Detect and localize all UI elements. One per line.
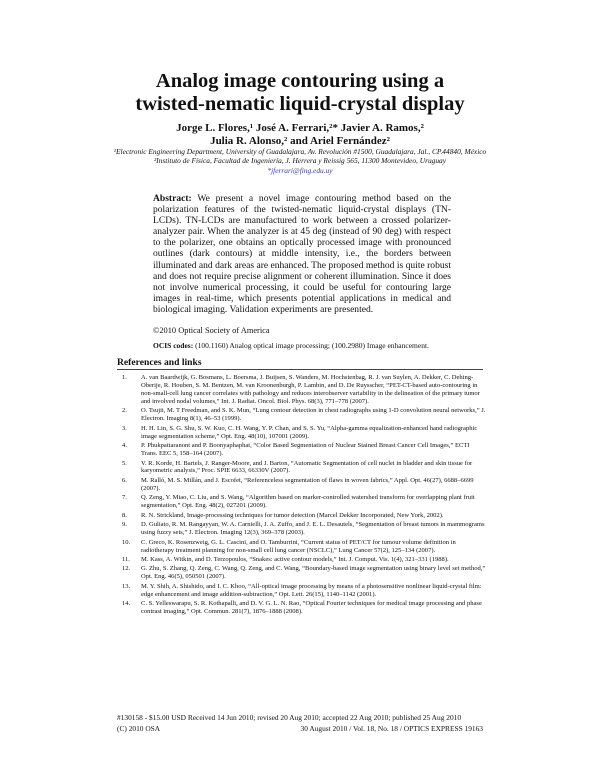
reference-list xyxy=(117,374,487,618)
authors-line-1: Jorge L. Flores,¹ José A. Ferrari,²* Javier A. Ramos,² xyxy=(176,122,424,134)
reference-text: V. R. Korde, H. Bartels, J. Ranger-Moore, and J. Barton, “Automatic Segmentation of cell nuclei in bladder and skin tissue for karyometric analysis,” Proc. SPIE 6633, 66330V (2007). xyxy=(141,459,473,475)
title-line-1: Analog image contouring using a xyxy=(155,70,445,92)
reference-text: R. N. Strickland, Image-processing techniques for tumor detection (Marcel Dekker Incorporated, New York, 2002). xyxy=(141,511,444,519)
reference-item xyxy=(117,494,487,510)
reference-number: 5. xyxy=(122,459,127,467)
ocis-text: (100.1160) Analog optical image processing; (100.2980) Image enhancement. xyxy=(195,341,429,350)
footer-citation: 30 August 2010 / Vol. 18, No. 18 / OPTICS EXPRESS 19163 xyxy=(300,724,483,733)
ocis-label: OCIS codes: xyxy=(153,341,194,350)
reference-item xyxy=(117,477,487,493)
reference-text: C. Greco, K. Rosenzweig, G. L. Cascini, and O. Tamburrini, “Current status of PET/CT for tumour volume definition in radiotherapy treatment planning for non-small cell lung cancer (NSCLC),” Lung Cancer 57(2), 125–134 (2007). xyxy=(141,538,456,554)
footer-copyright: (C) 2010 OSA xyxy=(117,724,161,733)
references-heading: References and links xyxy=(117,357,202,368)
reference-item xyxy=(117,539,487,555)
ocis-codes xyxy=(153,341,473,350)
reference-number: 13. xyxy=(122,582,131,590)
references-divider xyxy=(117,369,483,370)
author-list xyxy=(0,122,600,148)
reference-text: H. H. Lin, S. G. Shu, S. W. Kuo, C. H. Wang, Y. P. Chan, and S. S. Yu, “Alpha-gamma equalization-enhanced hand radiographic image segmentation scheme,” Opt. Eng. 48(10), 107001 (2009). xyxy=(141,424,478,440)
reference-number: 2. xyxy=(122,407,127,415)
abstract xyxy=(153,193,451,315)
reference-number: 6. xyxy=(122,476,127,484)
reference-number: 4. xyxy=(122,442,127,450)
reference-number: 3. xyxy=(122,424,127,432)
affiliation-2: ²Instituto de Física, Facultad de Ingeniería, J. Herrera y Reissig 565, 11300 Montevideo, Uruguay xyxy=(153,156,447,166)
reference-number: 11. xyxy=(122,556,130,564)
reference-item xyxy=(117,600,487,616)
reference-item xyxy=(117,512,487,520)
abstract-label: Abstract: xyxy=(153,193,192,204)
reference-text: O. Tsujii, M. T Freedman, and S. K. Mun, “Lung contour detection in chest radiographs using 1-D convolution neural networks,” J. Electron. Imaging 8(1), 46–53 (1999). xyxy=(141,407,486,423)
authors-line-2: Julia R. Alonso,² and Ariel Fernández² xyxy=(210,135,390,147)
reference-item xyxy=(117,374,487,406)
copyright-notice: ©2010 Optical Society of America xyxy=(153,326,270,335)
reference-item xyxy=(117,407,487,423)
reference-item xyxy=(117,556,487,564)
reference-text: G. Zhu, S. Zhang, Q. Zeng, C. Wang, Q. Zeng, and C. Wang, “Boundary-based image segmentation using binary level set method,” Opt. Eng. 46(5), 050501 (2007). xyxy=(141,565,486,581)
reference-item xyxy=(117,460,487,476)
affiliations xyxy=(110,147,490,175)
reference-text: P. Phukpattaranont and P. Boonyaphaphat, “Color Based Segmentation of Nuclear Stained Breast Cancer Cell Images,” ECTI Trans. EEC 5, 158–164 (2007). xyxy=(141,442,470,458)
reference-item xyxy=(117,521,487,537)
reference-text: M. Kass, A. Witkin, and D. Terzopoulos, “Snakes: active contour models,” Int. J. Comput. Vis. 1(4), 321–331 (1988). xyxy=(141,556,449,564)
reference-text: C. S. Yelleswarapu, S. R. Kothapalli, and D. V. G. L. N. Rao, “Optical Fourier techniques for medical image processing and phase contrast imaging,” Opt. Commun. 281(7), 1876–1888 (2008). xyxy=(141,600,482,616)
reference-number: 12. xyxy=(122,565,131,573)
reference-text: M. Y. Shih, A. Shishido, and I. C. Khoo, “All-optical image processing by means of a photosensitive nonlinear liquid-crystal film: edge enhancement and image addition-subtraction,” Opt. Lett. 26(15), 1140–1142 (2001). xyxy=(141,582,482,598)
paper-title xyxy=(0,70,600,116)
reference-number: 14. xyxy=(122,600,131,608)
reference-text: A. van Baardwijk, G. Bosmans, L. Boersma, J. Buijsen, S. Wanders, M. Hochstenbag, R. J. van Suylen, A. Dekker, C. Dehing-Oberije, R. Houben, S. M. Bentzen, M. van Kroonenburgh, P. Lambin, and D. De Ruysscher, “PET-CT-based auto-contouring in non-small-cell lung cancer correlates with pathology and reduces interobserver variability in the delineation of the primary tumor and involved nodal volumes,” Int. J. Radiat. Oncol. Biol. Phys. 68(3), 771–778 (2007). xyxy=(141,374,480,405)
title-line-2: twisted-nematic liquid-crystal display xyxy=(135,93,465,115)
reference-number: 9. xyxy=(122,521,127,529)
reference-number: 7. xyxy=(122,494,127,502)
reference-text: Q. Zeng, Y. Miao, C. Liu, and S. Wang, “Algorithm based on marker-controlled watershed transform for overlapping plant fruit segmentation,” Opt. Eng. 48(2), 027201 (2009). xyxy=(141,494,475,510)
reference-text: M. Ralló, M. S. Millán, and J. Escofet, “Referenceless segmentation of flaws in woven fabrics,” Appl. Opt. 46(27), 6688–6699 (2007). xyxy=(141,476,474,492)
reference-text: D. Guliato, R. M. Rangayyan, W. A. Carnielli, J. A. Zuffo, and J. E. L. Desautels, “Segmentation of breast tumors in mammograms using fuzzy sets,” J. Electron. Imaging 12(3), 369–378 (2003). xyxy=(141,521,485,537)
journal-footer xyxy=(117,724,483,733)
reference-item xyxy=(117,442,487,458)
corresponding-email[interactable]: *jferrari@fing.edu.uy xyxy=(267,165,333,175)
reference-number: 1. xyxy=(122,374,127,381)
reference-item xyxy=(117,565,487,581)
reference-number: 10. xyxy=(122,538,131,546)
abstract-text: We present a novel image contouring method based on the polarization features of the twisted-nematic liquid-crystal displays (TN-LCDs). TN-LCDs are manufactured to work between a crossed polarizer-analyzer pair. When the analyzer is at 45 deg (instead of 90 deg) with respect to the polarizer, one obtains an optically processed image with pronounced outlines (dark contours) at middle intensity, i.e., the borders between illuminated and dark areas are enhanced. The proposed method is quite robust and does not require precise alignment or coherent illumination. Since it does not involve numerical processing, it could be useful for contouring large images in real-time, which presents potential applications in medical and biological imaging. Validation experiments are presented. xyxy=(153,193,451,315)
reference-item xyxy=(117,425,487,441)
publication-history: #130158 - $15.00 USD Received 14 Jun 2010; revised 20 Aug 2010; accepted 22 Aug 2010; published 25 Aug 2010 xyxy=(117,713,462,722)
reference-number: 8. xyxy=(122,511,127,519)
reference-item xyxy=(117,583,487,599)
affiliation-1: ¹Electronic Engineering Department, University of Guadalajara, Av. Revolución #1500, Guadalajara, Jal., CP.44840, México xyxy=(113,147,487,156)
